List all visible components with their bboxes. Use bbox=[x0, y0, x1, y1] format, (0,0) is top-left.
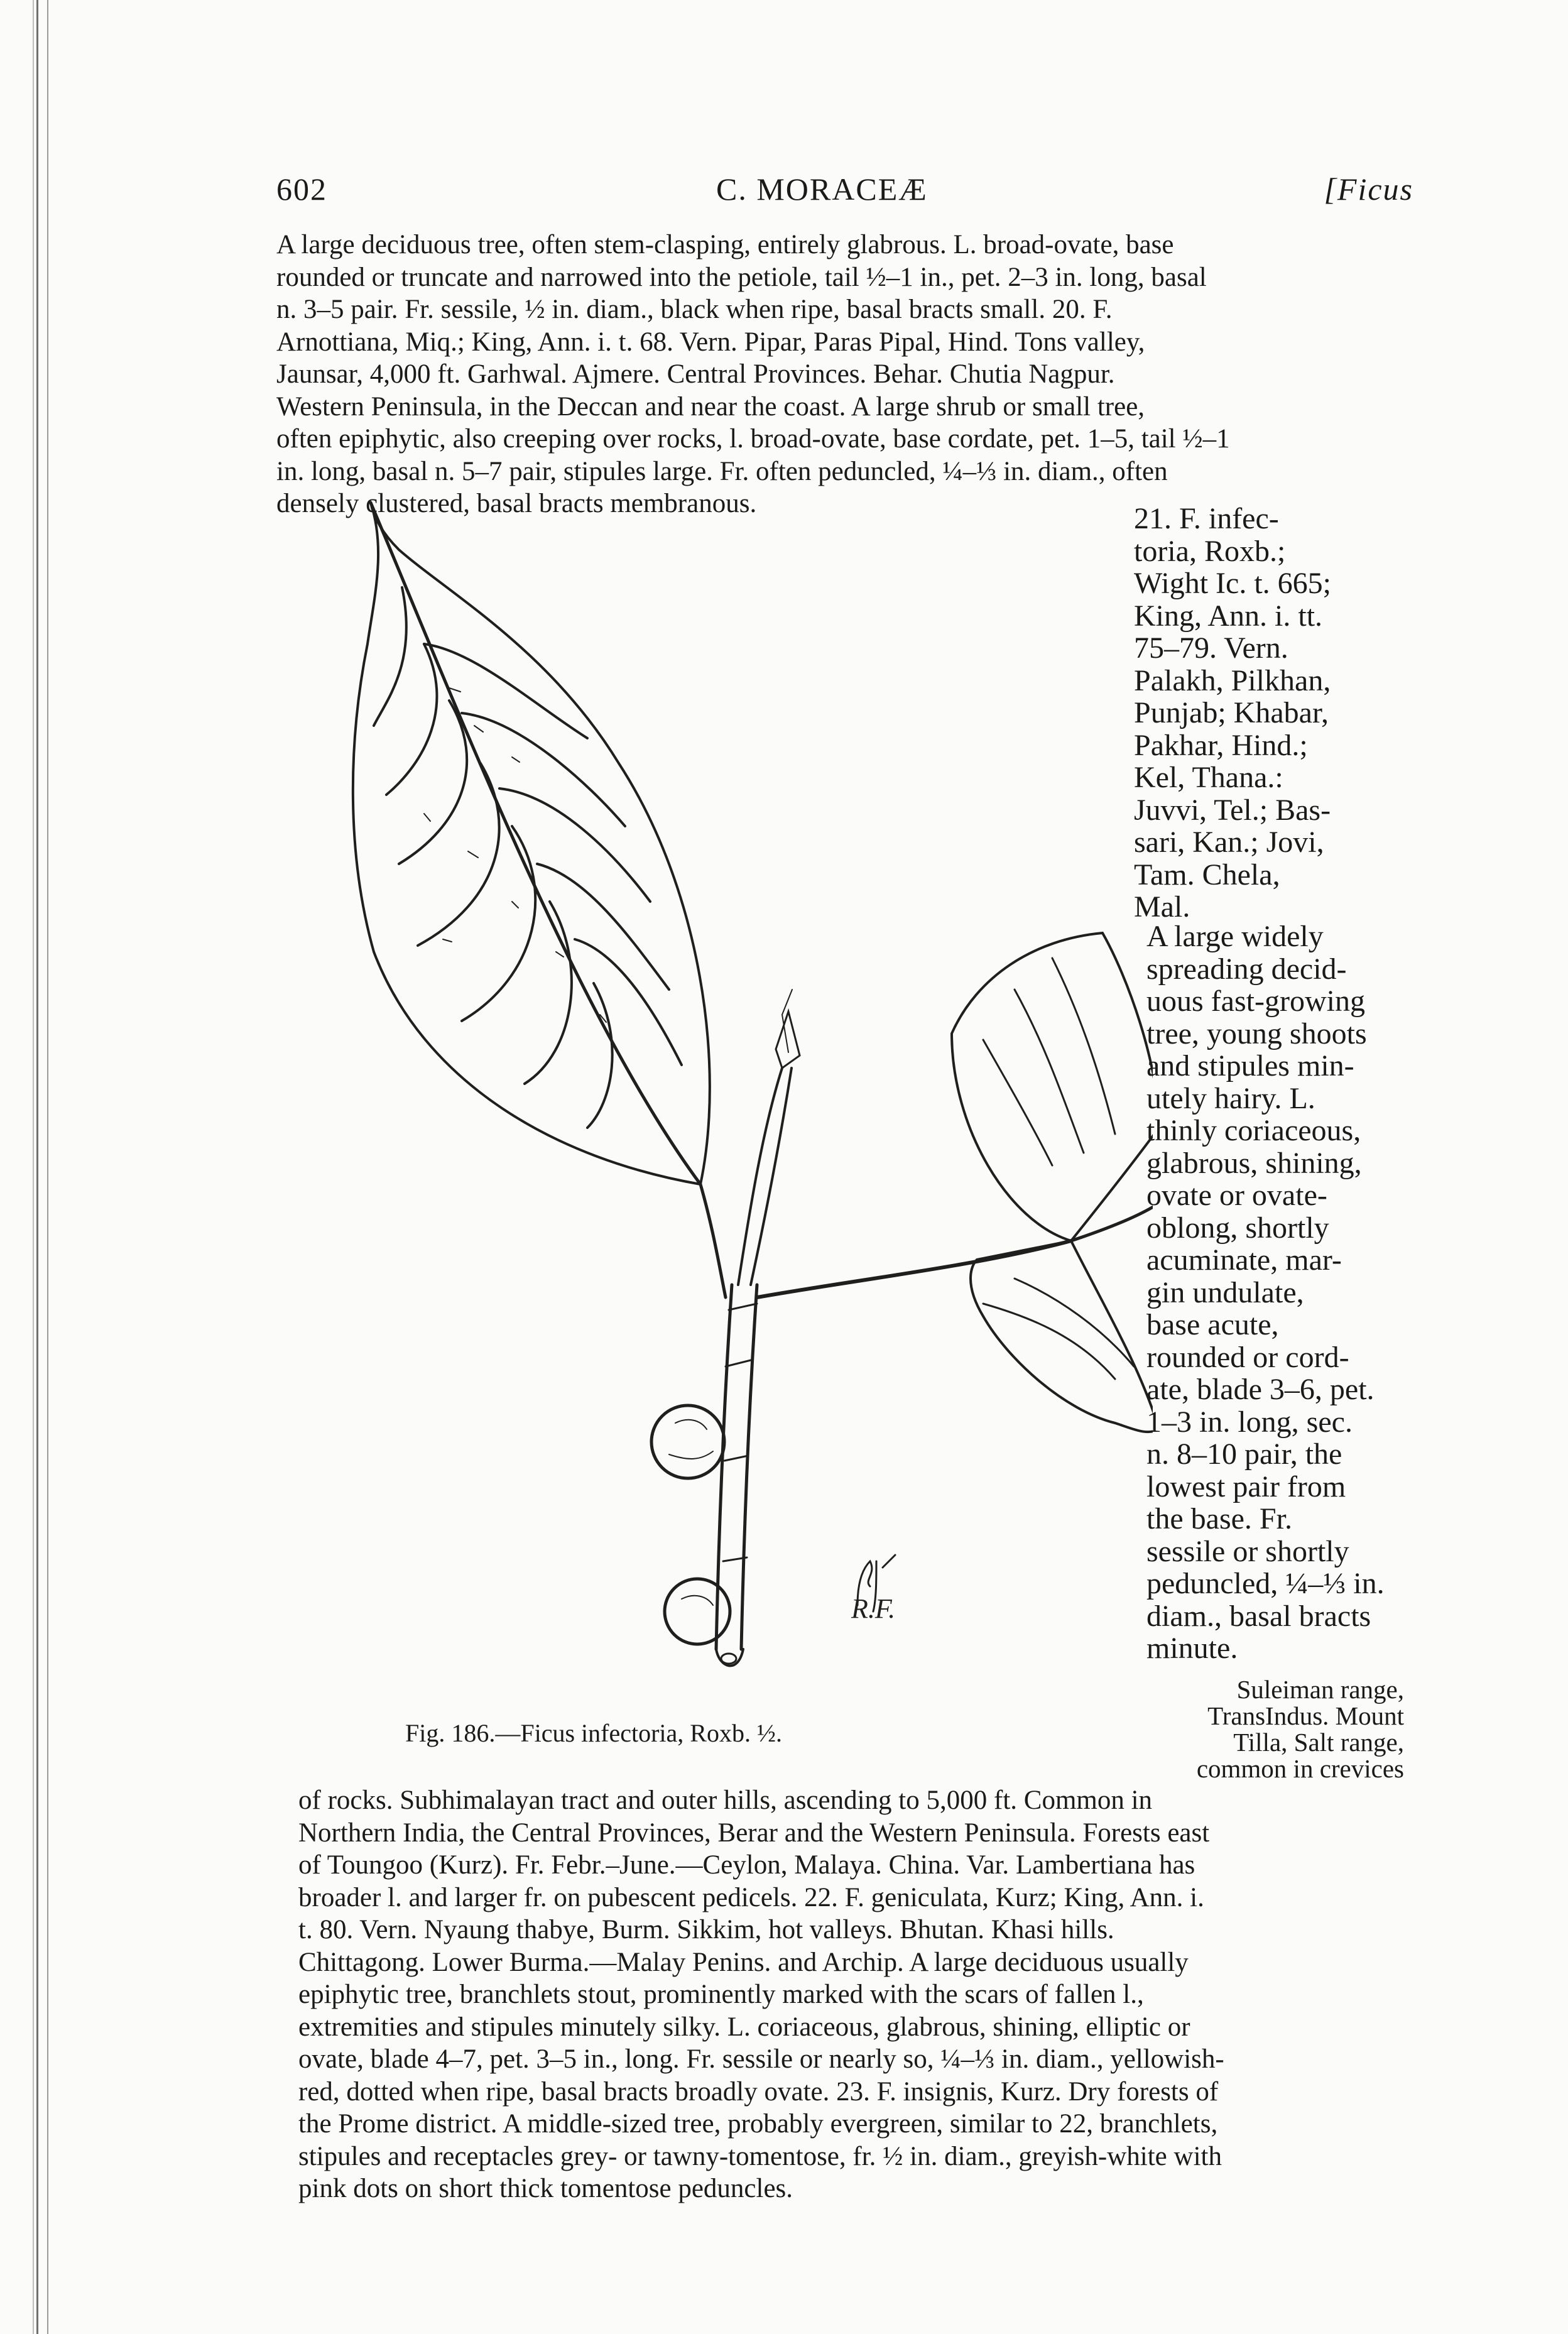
text-line: in. long, basal n. 5–7 pair, stipules large. Fr. often peduncled, ¼–⅓ in. diam., often bbox=[276, 456, 1168, 486]
artist-initials: R.F. bbox=[851, 1593, 896, 1624]
text-line: Kel, Thana.: bbox=[1134, 761, 1283, 794]
text-line: Wight Ic. t. 665; bbox=[1134, 567, 1332, 600]
text-line: King, Ann. i. tt. bbox=[1134, 599, 1323, 633]
book-spine bbox=[36, 0, 48, 2334]
text-line: Jaunsar, 4,000 ft. Garhwal. Ajmere. Central Provinces. Behar. Chutia Nagpur. bbox=[276, 359, 1115, 389]
text-line: n. 3–5 pair. Fr. sessile, ½ in. diam., black when ripe, basal bracts small. 20. F. bbox=[276, 295, 1113, 324]
text-line: Mal. bbox=[1134, 890, 1190, 924]
text-line: of rocks. Subhimalayan tract and outer hills, ascending to 5,000 ft. Common in bbox=[298, 1786, 1153, 1815]
text-line: epiphytic tree, branchlets stout, prominently marked with the scars of fallen l., bbox=[298, 1980, 1144, 2009]
text-line: n. 8–10 pair, the bbox=[1146, 1437, 1342, 1471]
text-line: glabrous, shining, bbox=[1146, 1146, 1362, 1180]
text-line: A large deciduous tree, often stem-clasping, entirely glabrous. L. broad-ovate, base bbox=[276, 230, 1174, 259]
text-line: often epiphytic, also creeping over rocks, l. broad-ovate, base cordate, pet. 1–5, tail ½–1 bbox=[276, 424, 1230, 454]
locality-block bbox=[1181, 1676, 1404, 1782]
text-line: Palakh, Pilkhan, bbox=[1134, 663, 1331, 697]
text-line: ovate or ovate- bbox=[1146, 1179, 1327, 1212]
text-line: Suleiman range, bbox=[1236, 1675, 1404, 1704]
text-line: Punjab; Khabar, bbox=[1134, 696, 1329, 729]
text-line: and stipules min- bbox=[1146, 1049, 1354, 1082]
text-line: sessile or shortly bbox=[1146, 1534, 1349, 1568]
text-line: 75–79. Vern. bbox=[1134, 631, 1288, 665]
text-line: lowest pair from bbox=[1146, 1470, 1346, 1503]
text-line: Chittagong. Lower Burma.—Malay Penins. and Archip. A large deciduous usually bbox=[298, 1947, 1189, 1977]
text-line: Tam. Chela, bbox=[1134, 858, 1280, 892]
species-description-block bbox=[1146, 920, 1398, 1665]
family-title: C. MORACEÆ bbox=[716, 172, 928, 207]
text-line: the Prome district. A middle-sized tree, probably evergreen, similar to 22, branchlets, bbox=[298, 2109, 1218, 2139]
text-line: Western Peninsula, in the Deccan and near the coast. A large shrub or small tree, bbox=[276, 391, 1145, 422]
top-paragraph bbox=[276, 229, 1413, 520]
text-line: 21. F. infec- bbox=[1134, 502, 1279, 535]
text-line: ate, blade 3–6, pet. bbox=[1146, 1373, 1375, 1406]
text-line: sari, Kan.; Jovi, bbox=[1134, 826, 1324, 859]
text-line: common in crevices bbox=[1196, 1754, 1404, 1783]
text-line: t. 80. Vern. Nyaung thabye, Burm. Sikkim, hot valleys. Bhutan. Khasi hills. bbox=[298, 1915, 1114, 1944]
page-header bbox=[276, 171, 1413, 215]
text-line: Arnottiana, Miq.; King, Ann. i. t. 68. Vern. Pipar, Paras Pipal, Hind. Tons valley, bbox=[276, 327, 1145, 357]
text-line: peduncled, ¼–⅓ in. bbox=[1146, 1567, 1385, 1600]
text-line: rounded or cord- bbox=[1146, 1340, 1349, 1374]
text-line: thinly coriaceous, bbox=[1146, 1114, 1361, 1147]
text-line: acuminate, mar- bbox=[1146, 1243, 1342, 1277]
species-heading-block bbox=[1134, 503, 1398, 924]
ficus-infectoria-illustration bbox=[349, 499, 1153, 1731]
bottom-paragraph bbox=[298, 1784, 1413, 2205]
text-line: broader l. and larger fr. on pubescent pedicels. 22. F. geniculata, Kurz; King, Ann. i. bbox=[298, 1882, 1204, 1912]
text-line: minute. bbox=[1146, 1632, 1238, 1665]
page-number: 602 bbox=[276, 172, 327, 207]
text-line: Pakhar, Hind.; bbox=[1134, 728, 1308, 762]
text-line: tree, young shoots bbox=[1146, 1017, 1367, 1050]
text-line: toria, Roxb.; bbox=[1134, 534, 1286, 568]
text-line: utely hairy. L. bbox=[1146, 1081, 1315, 1115]
text-line: Northern India, the Central Provinces, Berar and the Western Peninsula. Forests east bbox=[298, 1818, 1210, 1848]
page-gutter-line bbox=[33, 0, 34, 2334]
running-genus: [Ficus bbox=[1324, 172, 1413, 207]
text-line: diam., basal bracts bbox=[1146, 1599, 1371, 1633]
text-line: of Toungoo (Kurz). Fr. Febr.–June.—Ceylon, Malaya. China. Var. Lambertiana has bbox=[298, 1850, 1195, 1880]
figure-caption: Fig. 186.—Ficus infectoria, Roxb. ½. bbox=[405, 1719, 782, 1747]
text-line: ovate, blade 4–7, pet. 3–5 in., long. Fr. sessile or nearly so, ¼–⅓ in. diam., yellowish- bbox=[298, 2044, 1224, 2074]
text-line: Tilla, Salt range, bbox=[1233, 1728, 1404, 1757]
text-line: spreading decid- bbox=[1146, 952, 1347, 986]
text-line: stipules and receptacles grey- or tawny-tomentose, fr. ½ in. diam., greyish-white with bbox=[298, 2141, 1222, 2171]
text-line: red, dotted when ripe, basal bracts broadly ovate. 23. F. insignis, Kurz. Dry forests of bbox=[298, 2076, 1219, 2107]
text-line: gin undulate, bbox=[1146, 1275, 1304, 1309]
text-line: extremities and stipules minutely silky. L. coriaceous, glabrous, shining, elliptic or bbox=[298, 2012, 1190, 2042]
text-line: A large widely bbox=[1146, 920, 1324, 953]
text-line: uous fast-growing bbox=[1146, 984, 1365, 1018]
text-line: Juvvi, Tel.; Bas- bbox=[1134, 793, 1331, 827]
text-line: base acute, bbox=[1146, 1308, 1279, 1341]
text-line: pink dots on short thick tomentose peduncles. bbox=[298, 2174, 793, 2203]
text-line: 1–3 in. long, sec. bbox=[1146, 1405, 1353, 1439]
text-line: rounded or truncate and narrowed into the petiole, tail ½–1 in., pet. 2–3 in. long, basal bbox=[276, 262, 1207, 292]
text-line: the base. Fr. bbox=[1146, 1502, 1292, 1535]
text-line: TransIndus. Mount bbox=[1207, 1701, 1404, 1730]
text-line: oblong, shortly bbox=[1146, 1211, 1329, 1245]
text-line: densely clustered, basal bracts membranous. bbox=[276, 489, 757, 518]
